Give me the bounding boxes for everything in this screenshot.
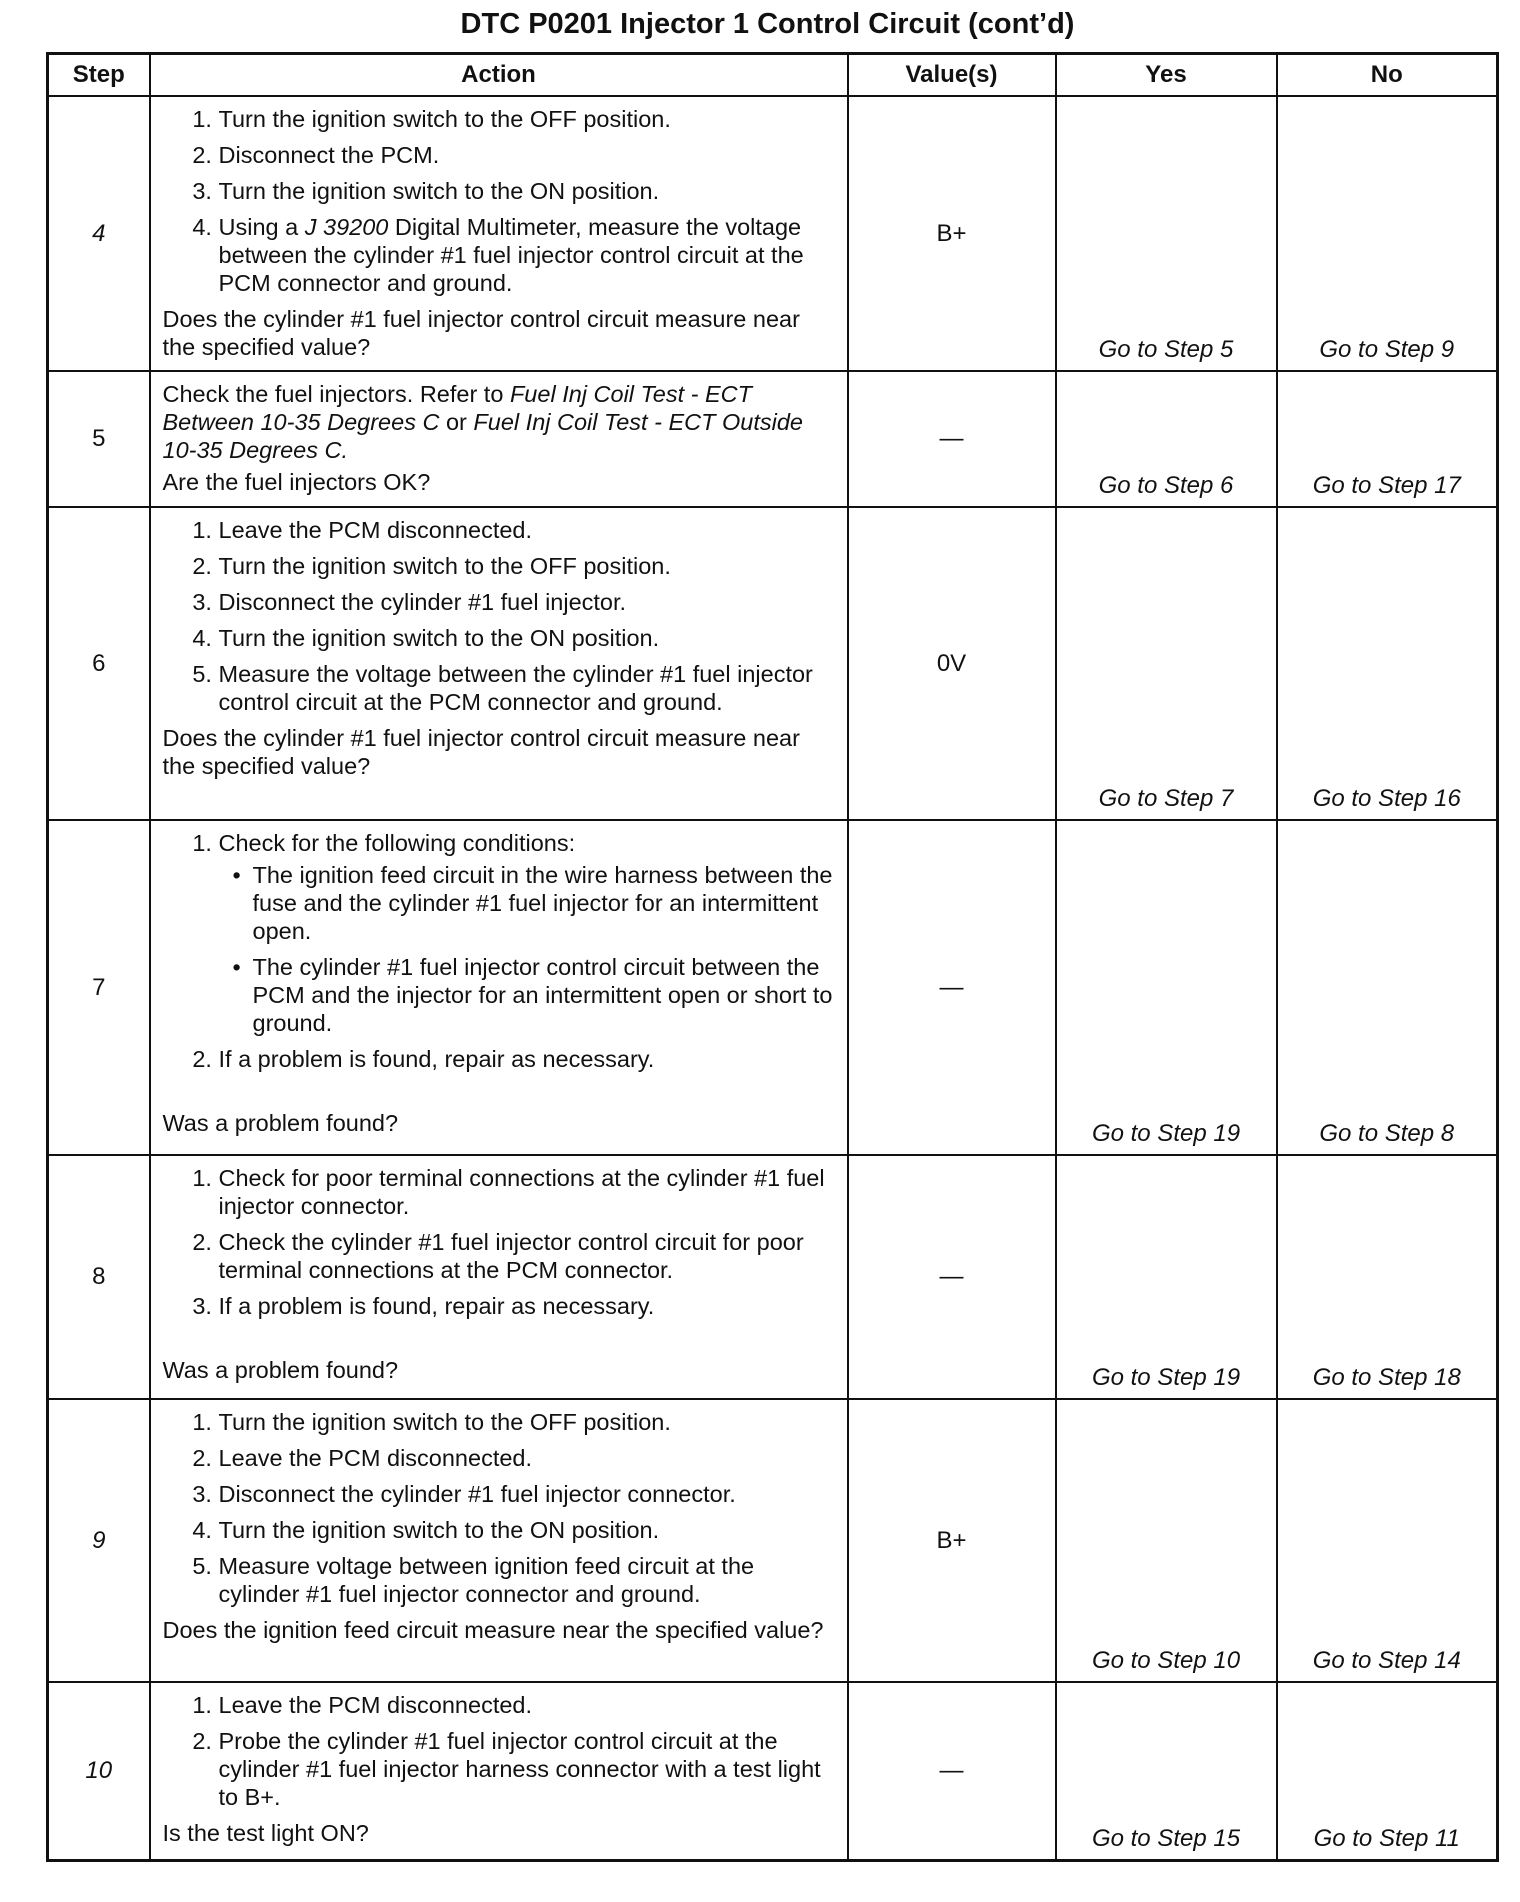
value-cell: B+ [848, 1399, 1056, 1682]
value-cell: — [848, 1155, 1056, 1399]
action-cell [150, 1399, 848, 1682]
yes-link[interactable]: Go to Step 6 [1056, 371, 1277, 507]
action-cell [150, 820, 848, 1155]
step-number: 8 [48, 1155, 150, 1399]
action-item: 3. Disconnect the cylinder #1 fuel injector connector. [219, 1480, 839, 1508]
value-cell: 0V [848, 507, 1056, 820]
action-item: 3. If a problem is found, repair as necessary. [219, 1292, 839, 1320]
value-cell: — [848, 371, 1056, 507]
no-link[interactable]: Go to Step 16 [1277, 507, 1498, 820]
tool-reference: J 39200 [304, 214, 389, 240]
action-item: 4. Using a J 39200 Digital Multimeter, measure the voltage between the cylinder #1 fuel injector control circuit at the PCM connector and ground. [219, 213, 839, 297]
header-step: Step [48, 54, 150, 97]
action-question: Is the test light ON? [162, 1820, 369, 1846]
action-item: 5. Measure voltage between ignition feed circuit at the cylinder #1 fuel injector connector and ground. [219, 1552, 839, 1608]
action-item: 1. Turn the ignition switch to the OFF position. [219, 1408, 839, 1436]
action-item: 2. Turn the ignition switch to the OFF position. [219, 552, 839, 580]
no-link[interactable]: Go to Step 14 [1277, 1399, 1498, 1682]
action-question: Does the cylinder #1 fuel injector control circuit measure near the specified value? [162, 725, 800, 779]
yes-link[interactable]: Go to Step 10 [1056, 1399, 1277, 1682]
action-item: 2. Check the cylinder #1 fuel injector control circuit for poor terminal connections at the PCM connector. [219, 1228, 839, 1284]
step-number: 7 [48, 820, 150, 1155]
action-item: 4. Turn the ignition switch to the ON position. [219, 624, 839, 652]
step-number: 9 [48, 1399, 150, 1682]
header-yes: Yes [1056, 54, 1277, 97]
action-question: Does the cylinder #1 fuel injector control circuit measure near the specified value? [162, 306, 800, 360]
header-no: No [1277, 54, 1498, 97]
action-item: 1. Leave the PCM disconnected. [219, 516, 839, 544]
table-row-step-4 [48, 96, 1498, 371]
table-row-step-10 [48, 1682, 1498, 1860]
action-cell [150, 96, 848, 371]
table-row-step-9 [48, 1399, 1498, 1682]
action-item: 1. Check for poor terminal connections at the cylinder #1 fuel injector connector. [219, 1164, 839, 1220]
yes-link[interactable]: Go to Step 7 [1056, 507, 1277, 820]
table-row-step-5 [48, 371, 1498, 507]
table-row-step-8 [48, 1155, 1498, 1399]
action-item: 3. Turn the ignition switch to the ON position. [219, 177, 839, 205]
step-number: 6 [48, 507, 150, 820]
action-item: 1. Check for the following conditions: • The ignition feed circuit in the wire harness between the fuse and the cylinder #1 fuel injector for an intermittent open. • The cylinder #1 fuel injector control circuit between the PCM and the injector for an intermittent open or short to ground. [219, 829, 839, 1037]
value-cell: B+ [848, 96, 1056, 371]
action-question: Was a problem found? [162, 1357, 399, 1383]
page-title: DTC P0201 Injector 1 Control Circuit (cont’d) [460, 8, 1075, 40]
value-cell: — [848, 1682, 1056, 1860]
yes-link[interactable]: Go to Step 15 [1056, 1682, 1277, 1860]
no-link[interactable]: Go to Step 8 [1277, 820, 1498, 1155]
action-item: 2. Leave the PCM disconnected. [219, 1444, 839, 1472]
table-row-step-7 [48, 820, 1498, 1155]
value-cell: — [848, 820, 1056, 1155]
reference-link[interactable]: Fuel Inj Coil Test - ECT Between 10-35 Degrees C [162, 381, 752, 435]
reference-link[interactable]: Fuel Inj Coil Test - ECT Outside 10-35 Degrees C. [162, 409, 803, 463]
action-question: Was a problem found? [162, 1110, 399, 1136]
action-cell [150, 371, 848, 507]
action-item: 3. Disconnect the cylinder #1 fuel injector. [219, 588, 839, 616]
action-item: 2. If a problem is found, repair as necessary. [219, 1045, 839, 1073]
step-number: 10 [48, 1682, 150, 1860]
table-row-step-6 [48, 507, 1498, 820]
no-link[interactable]: Go to Step 18 [1277, 1155, 1498, 1399]
no-link[interactable]: Go to Step 11 [1277, 1682, 1498, 1860]
action-item: 1. Leave the PCM disconnected. [219, 1691, 839, 1719]
no-link[interactable]: Go to Step 17 [1277, 371, 1498, 507]
action-item: 2. Disconnect the PCM. [219, 141, 839, 169]
action-item: 5. Measure the voltage between the cylinder #1 fuel injector control circuit at the PCM connector and ground. [219, 660, 839, 716]
action-item: 4. Turn the ignition switch to the ON position. [219, 1516, 839, 1544]
yes-link[interactable]: Go to Step 5 [1056, 96, 1277, 371]
action-cell [150, 1682, 848, 1860]
step-number: 4 [48, 96, 150, 371]
header-action: Action [150, 54, 848, 97]
diagnostic-table [46, 52, 1499, 1862]
no-link[interactable]: Go to Step 9 [1277, 96, 1498, 371]
action-item: 2. Probe the cylinder #1 fuel injector control circuit at the cylinder #1 fuel injector harness connector with a test light to B+. [219, 1727, 839, 1811]
action-text: Check the fuel injectors. Refer to Fuel Inj Coil Test - ECT Between 10-35 Degrees C or Fuel Inj Coil Test - ECT Outside 10-35 Degrees C. [162, 381, 803, 463]
header-row [48, 54, 1498, 97]
yes-link[interactable]: Go to Step 19 [1056, 1155, 1277, 1399]
bullet-item: • The cylinder #1 fuel injector control circuit between the PCM and the injector for an intermittent open or short to ground. [253, 953, 839, 1037]
action-cell [150, 1155, 848, 1399]
header-values: Value(s) [848, 54, 1056, 97]
action-cell [150, 507, 848, 820]
bullet-item: • The ignition feed circuit in the wire harness between the fuse and the cylinder #1 fuel injector for an intermittent open. [253, 861, 839, 945]
step-number: 5 [48, 371, 150, 507]
action-question: Does the ignition feed circuit measure near the specified value? [162, 1617, 824, 1643]
action-question: Are the fuel injectors OK? [162, 469, 431, 495]
yes-link[interactable]: Go to Step 19 [1056, 820, 1277, 1155]
action-item: 1. Turn the ignition switch to the OFF position. [219, 105, 839, 133]
